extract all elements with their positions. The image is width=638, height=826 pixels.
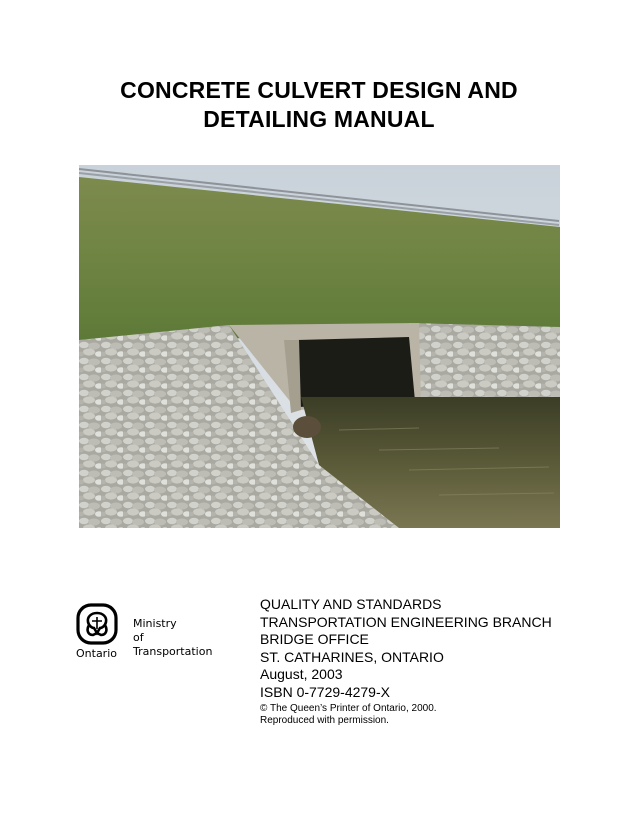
document-title xyxy=(60,76,578,134)
publisher-line-1: QUALITY AND STANDARDS xyxy=(260,596,442,612)
title-line-1: CONCRETE CULVERT DESIGN AND xyxy=(120,77,518,103)
publisher-line-2: TRANSPORTATION ENGINEERING BRANCH xyxy=(260,613,552,630)
publication-date: August, 2003 xyxy=(260,666,343,682)
permission-notice: Reproduced with permission. xyxy=(260,715,389,726)
trillium-icon xyxy=(76,603,118,645)
title-line-2: DETAILING MANUAL xyxy=(203,106,435,132)
publisher-line-4: ST. CATHARINES, ONTARIO xyxy=(260,648,444,665)
publisher-info xyxy=(260,596,552,727)
publisher-line-3: BRIDGE OFFICE xyxy=(260,631,369,647)
ministry-line-3: Transportation xyxy=(133,645,213,658)
copyright-notice: © The Queen’s Printer of Ontario, 2000. xyxy=(260,703,437,714)
ministry-line-2: of xyxy=(133,631,144,644)
culvert-photo xyxy=(79,165,560,528)
isbn: ISBN 0-7729-4279-X xyxy=(260,683,390,700)
ministry-name xyxy=(133,617,212,659)
ontario-wordmark: Ontario xyxy=(76,647,117,660)
ministry-line-1: Ministry xyxy=(133,617,177,630)
